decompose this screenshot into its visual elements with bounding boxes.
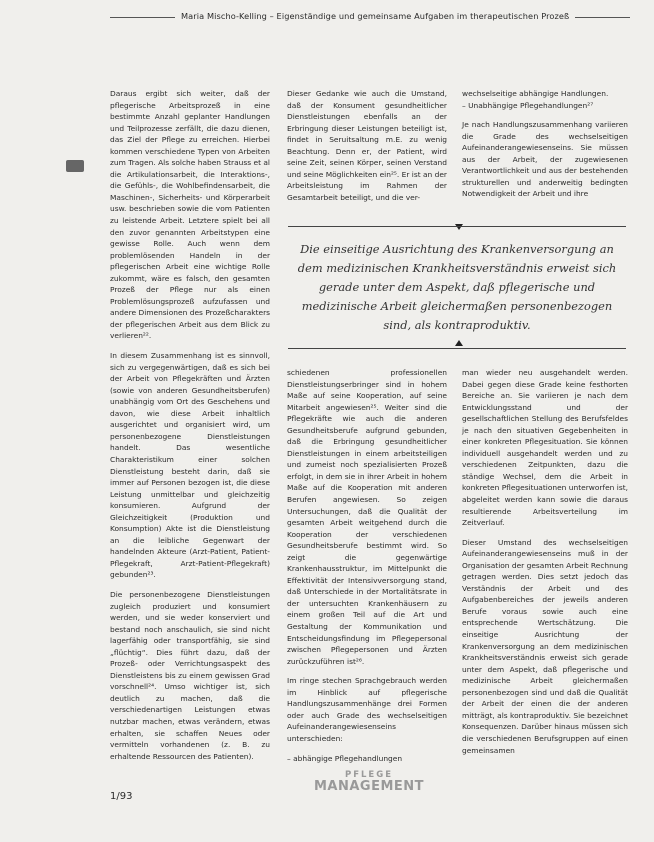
paragraph: Daraus ergibt sich weiter, daß der pflegerische Arbeitsprozeß in eine bestimmte Anzahl geplanter Handlungen und Teilprozesse zerfällt, die dazu dienen, das Ziel der Pflege zu erreichen. Hierbei kommen verschiedene Typen von Arbeiten zum Tragen. Als solche haben Strauss et al die Artikulationsarbeit, die Interaktions-, die Gefühls-, die Wohlbefindensarbeit, die Maschinen-, Sicherheits- und Körperarbeit usw. beschrieben sowie die vom Patienten zu leistende Arbeit. Letztere spielt bei all den zuvor genannten Arbeitstypen eine gewisse Rolle. Auch wenn dem problemlösenden Handeln in der pflegerischen Arbeit eine wichtige Rolle zukommt, wäre es falsch, den gesamten Prozeß der Pflege nur als einen Problemlösungsprozeß aufzufassen und andere Dimensionen des Prozeßcharakters der pflegerischen Arbeit aus dem Blick zu verlieren²². [110,89,270,341]
pullquote [288,226,626,349]
journal-logo [305,771,433,794]
logo-line-top: PFLEGE [344,770,394,780]
paragraph: Dieser Umstand des wechselseitigen Aufeinanderangewiesenseins muß in der Organisation der gesamten Arbeit Rechnung getragen werden. Dies setzt jedoch das Verständnis der Arbeit und des Aufgabenbereiches der jeweils anderen Berufe voraus sowie auch eine entsprechende Wertschätzung. Die einseitige Ausrichtung der Krankenversorgung an dem medizinischen Krankheitsverständnis erweist sich gerade unter dem Aspekt, daß pflegerische und medizinische Arbeit gleichermaßen personenbezogen sind und daß die Qualität der Arbeit der einen die der anderen mitträgt, als kontraproduktiv. Sie bezeichnet Konsequenzen. Darüber hinaus müssen sich die verschiedenen Berufsgruppen auf einen gemeinsamen [462,537,629,755]
column-middle-top [287,88,447,211]
bullet-list [287,753,447,765]
page-number: 1/93 [110,791,133,802]
paragraph: schiedenen professionellen Dienstleistungserbringer sind in hohem Maße auf seine Kooperation, auf seine Mitarbeit angewiesen²⁵. Weiter sind die Pflegekräfte wie auch die anderen Gesundheitsberufe aufgrund gebunden, daß die Erbringung gesundheitlicher Dienstleistungen in einem arbeitsteiligen und zumeist noch spezialisierten Prozeß erfolgt, in dem sie in ihrer Arbeit in hohem Maße auf die Kooperation mit anderen Berufen angewiesen. So zeigen Untersuchungen, daß die Qualität der gesamten Arbeit weitgehend durch die Kooperation der verschiedenen Gesundheitsberufe bestimmt wird. So zeigt die gegenwärtige Krankenhausstruktur, im Mittelpunkt die Effektivität der Intensivversorgung stand, daß Unterschiede in der Mortalitätsrate in der untersuchten Krankenhäusern zu einem großen Teil auf die Art und Gestaltung der Kommunikation und Entscheidungsfindung im Pflegepersonal zwischen Pflegepersonen und Ärzten zurückzuführen ist²⁶. [287,368,447,666]
running-head: Maria Mischo-Kelling – Eigenständige und gemeinsame Aufgaben im therapeutischen Prozeß [175,11,575,21]
column-right-top [462,88,628,208]
list-item: – Unabhängige Pflegehandlungen²⁷ [462,100,594,110]
paragraph: Die personenbezogene Dienstleistungen zugleich produziert und konsumiert werden, und sie weder konserviert und bestand noch anschaulich, sie sind nicht lagerfähig oder transportfähig, sie sind „flüchtig“. Dies führt dazu, daß der Prozeß- oder Verrichtungsaspekt des Dienstleistens bis zu einem gewissen Grad vorschnell²⁴. Umso wichtiger ist, sich deutlich zu machen, daß die verschiedenartigen Leistungen etwas nutzbar machen, etwas verändern, etwas erhalten, sie schaffen Neues oder vermitteln vorhandenen (z. B. zu erhaltende Ressourcen des Patienten). [110,589,270,761]
column-middle-bottom [287,367,447,772]
pullquote-text: Die einseitige Ausrichtung des Krankenversorgung an dem medizinischen Krankheitsverständnis erweist sich gerade unter dem Aspekt, daß pflegerische und medizinische Arbeit gleichermaßen personenbezogen sind, als kontraproduktiv. [297,242,617,332]
paragraph: In diesem Zusammenhang ist es sinnvoll, sich zu vergegenwärtigen, daß es sich bei der Arbeit von Pflegekräften und Ärzten (sowie von anderen Gesundheitsberufen) unabhängig vom Ort des Geschehens und davon, wie diese Arbeit inhaltlich ausgerichtet und organisiert wird, um personenbezogene Dienstleistungen handelt. Das wesentliche Charakteristikum einer solchen Dienstleistung besteht darin, daß sie immer auf Personen bezogen ist, die diese Leistung unmittelbar und gleichzeitig konsumieren. Aufgrund der Gleichzeitigkeit (Produktion und Konsumption) Akte ist die Dienstleistung an die leibliche Gegenwart der handelnden Akteure (Arzt-Patient, Patient-Pflegekraft, Arzt-Patient-Pflegekraft) gebunden²³. [110,351,270,580]
column-left [110,88,270,770]
paragraph: Dieser Gedanke wie auch die Umstand, daß der Konsument gesundheitlicher Dienstleistungen ebenfalls an der Erbringung dieser Leistungen beteiligt ist, findet in Seruitsaltung m.E. zu wenig Beachtung. Denn er, der Patient, wird seine Zeit, seinen Körper, seinen Verstand und seine Möglichkeiten ein²⁵. Er ist an der Arbeitsleistung im Rahmen der Gesamtarbeit beteiligt, und die ver- [287,89,447,202]
logo-line-bottom: MANAGEMENT [313,779,425,794]
margin-marker [66,160,84,172]
paragraph: Im ringe stechen Sprachgebrauch werden im Hinblick auf pflegerische Handlungszusammenhänge drei Formen oder auch Grade des wechselseitigen Aufeinanderangewiesenseins unterschieden: [287,676,447,743]
paragraph: Je nach Handlungszusammenhang variieren die Grade des wechselseitigen Aufeinanderangewiesenseins. Sie müssen aus der Arbeit, der zugewiesenen Verantwortlichkeit und aus der bestehenden strukturellen und anderweitig bedingten Notwendigkeit der Arbeit und ihre [462,120,628,199]
list-line: wechselseitige abhängige Handlungen. [462,89,609,98]
column-right-bottom [462,367,628,764]
list-item: – abhängige Pflegehandlungen [287,753,403,763]
pullquote-marker-bottom [455,340,463,346]
paragraph: man wieder neu ausgehandelt werden. Dabei gegen diese Grade keine festhorten Bereiche an. Sie variieren je nach dem Entwicklungsstand und der gesellschaftlichen Stellung des Berufsfeldes je nach den situativen Gegebenheiten in einer konkreten Pflegesituation. Sie können individuell ausgehandelt werden und zu verschiedenen Zeitpunkten, dazu die ständige Wechsel, dem die Arbeit in konkreten Pflegesituationen unterworfen ist, abgeleitet werden kann sowie die daraus resultierende Arbeitsverteilung im Zeitverlauf. [462,368,628,528]
